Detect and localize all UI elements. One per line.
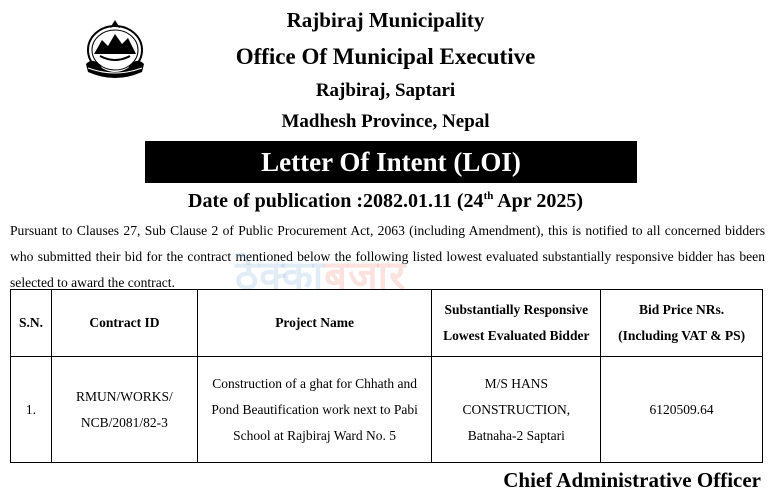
header-bidder-line2: Lowest Evaluated Bidder [443,328,590,343]
header-bidder [432,290,601,357]
notice-title: Letter Of Intent (LOI) [145,141,637,183]
office-name: Office Of Municipal Executive [235,44,536,69]
province-name: Madhesh Province, Nepal [281,111,490,132]
table-row [11,357,763,463]
publication-date [0,190,771,213]
contract-id-line1: RMUN/WORKS/ [76,388,173,404]
project-line3: School at Rajbiraj Ward No. 5 [233,427,397,443]
header-price-line2: (Including VAT & PS) [618,328,746,343]
cell-contract-id [51,357,197,463]
municipality-name: Rajbiraj Municipality [286,8,485,32]
bidder-line2: CONSTRUCTION, [462,401,571,417]
notice-body: Pursuant to Clauses 27, Sub Clause 2 of Public Procurement Act, 2063 (including Amendment), this is notified to all concerned bidders who submitted their bid for the contract mentioned below the following listed lowest evaluated substantially responsive bidder has been selected to award the contract. [10,223,765,290]
date-suffix: th [483,190,494,202]
project-line1: Construction of a ghat for Chhath and [212,375,417,391]
project-line2: Pond Beautification work next to Pabi [211,401,418,417]
header-bidder-line1: Substantially Responsive [444,302,589,317]
contract-id-line2: NCB/2081/82-3 [80,414,168,430]
bidder-line3: Batnaha-2 Saptari [467,427,565,443]
header-project-name: Project Name [197,290,432,357]
signature: Chief Administrative Officer [503,468,761,492]
table-header-row [11,290,763,357]
date-end: Apr 2025) [493,190,583,212]
watermark-part1: ठेक्का [235,253,325,299]
header-contract-id: Contract ID [51,290,197,357]
header-price-line1: Bid Price NRs. [639,302,725,317]
cell-sn: 1. [11,357,52,463]
bidder-line1: M/S HANS [484,375,549,391]
header-bid-price [601,290,763,357]
header-sn: S.N. [11,290,52,357]
watermark-part2: बजार [324,253,407,299]
cell-project-name [197,357,432,463]
city-name: Rajbiraj, Saptari [315,80,456,101]
cell-bidder [432,357,601,463]
cell-bid-price: 6120509.64 [601,357,763,463]
loi-table [10,289,763,463]
date-label: Date of publication :2082.01.11 (24 [188,190,484,212]
